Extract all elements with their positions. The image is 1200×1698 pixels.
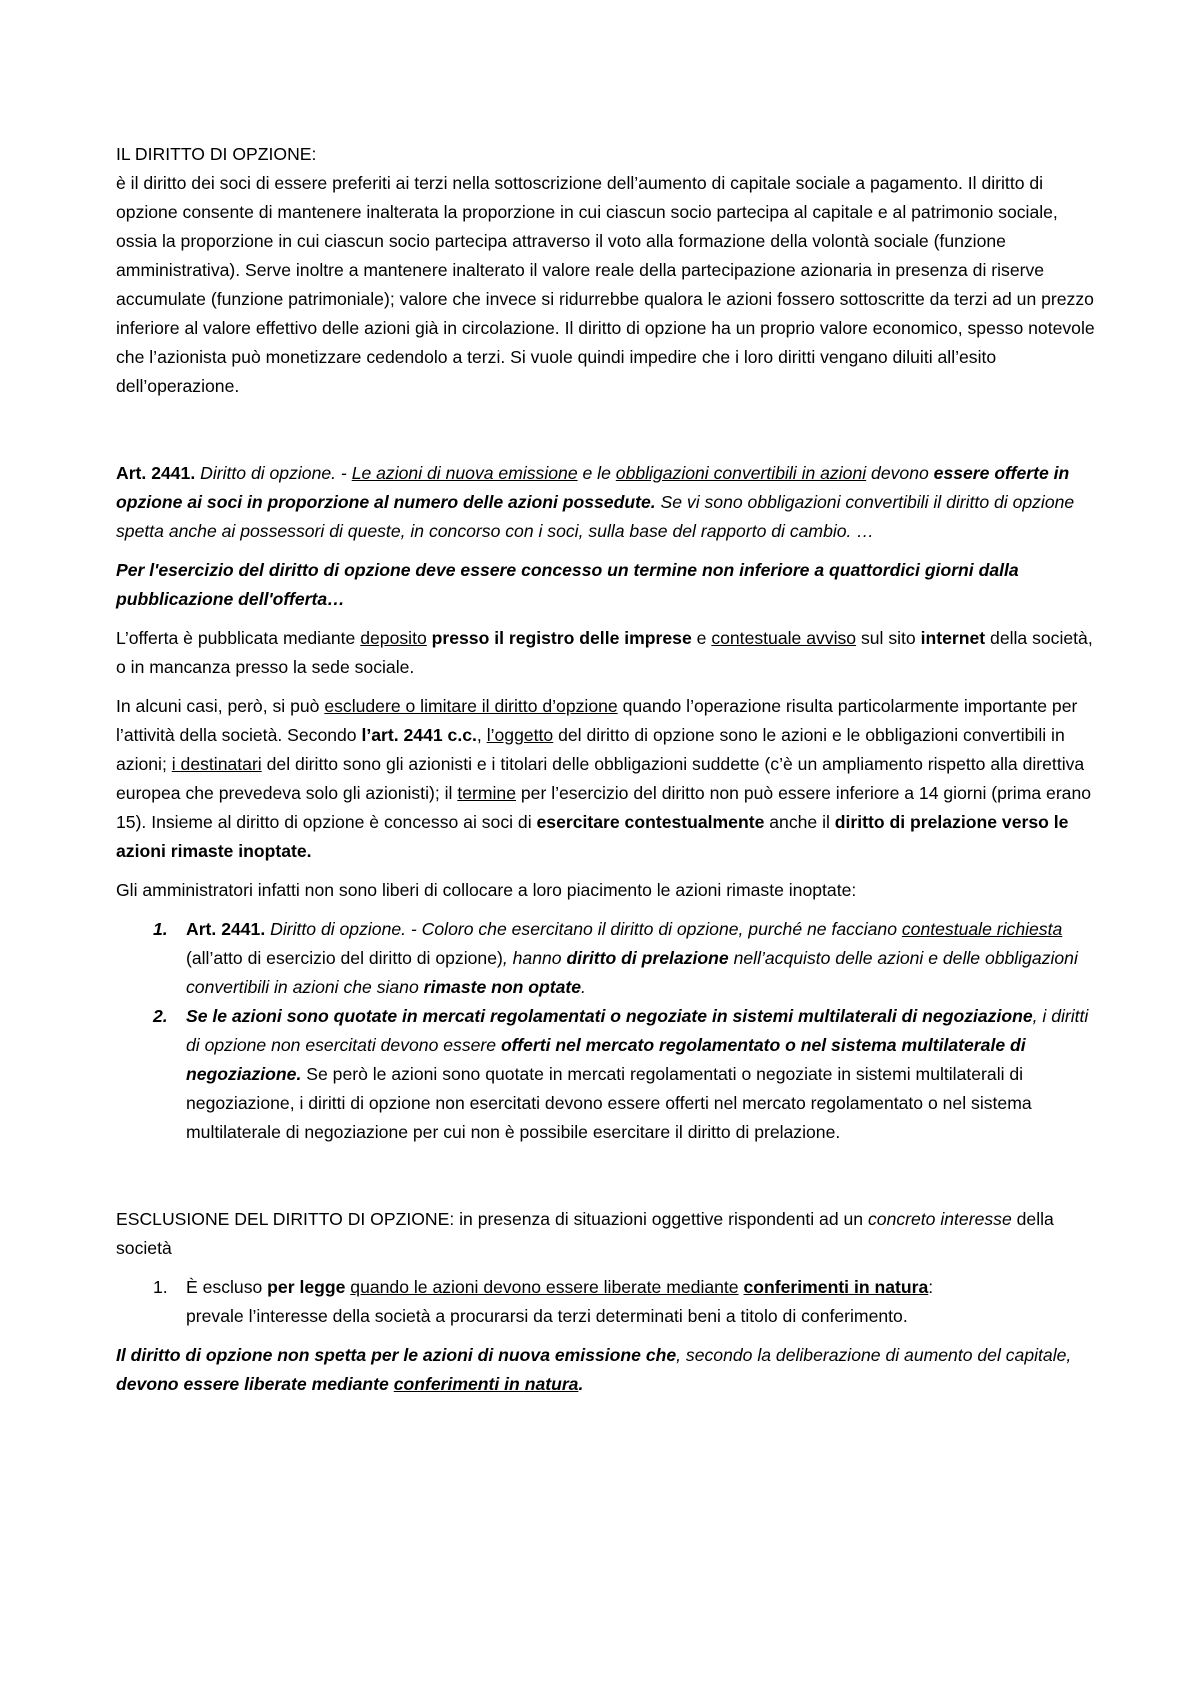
text-run: Il diritto di opzione non spetta per le azioni di nuova emissione che — [116, 1345, 677, 1365]
list-item — [116, 1273, 1096, 1331]
spacer — [116, 1263, 1096, 1273]
text-run: devono essere liberate mediante — [116, 1374, 394, 1394]
text-run: conferimenti in natura — [743, 1277, 929, 1297]
text-run: L’offerta è pubblicata mediante — [116, 628, 361, 648]
spacer — [116, 866, 1096, 876]
text-run: . — [581, 977, 586, 997]
section-title: IL DIRITTO DI OPZIONE: — [116, 144, 317, 164]
exclusion-heading-paragraph — [116, 1205, 1096, 1263]
text-run: Se però le azioni sono quotate in mercati regolamentati o negoziate in sistemi multilaterali di negoziazione, i diritti di opzione non esercitati devono essere offerti nel mercato regolamentato o nel sistema multilaterale di negoziazione per cui non è possibile esercitare il diritto di prelazione. — [186, 1064, 1032, 1142]
text-run: , — [476, 725, 487, 745]
article-2441-paragraph — [116, 459, 1096, 546]
list-number: 1. — [153, 919, 168, 939]
administrators-paragraph: Gli amministratori infatti non sono liberi di collocare a loro piacimento le azioni rimaste inoptate: — [116, 880, 857, 900]
text-run: Diritto di opzione. - Coloro che esercitano il diritto di opzione, purché ne facciano — [265, 919, 902, 939]
section-title: ESCLUSIONE DEL DIRITTO DI OPZIONE: — [116, 1209, 455, 1229]
spacer — [116, 1331, 1096, 1341]
text-run: rimaste non optate — [423, 977, 582, 997]
text-run: prevale l’interesse della società a procurarsi da terzi determinati beni a titolo di conferimento. — [186, 1306, 908, 1326]
spacer — [116, 401, 1096, 459]
text-run: Art. 2441. — [186, 919, 266, 939]
text-run: e — [691, 628, 712, 648]
text-run: , hanno — [502, 948, 567, 968]
text-run: presso il registro delle imprese — [426, 628, 692, 648]
text-run: per l’esercizio del diritto non può essere inferiore a 14 giorni (prima erano 15). Insieme al diritto di opzione è concesso ai soci di — [116, 783, 1092, 832]
text-run: nell’acquisto delle azioni e delle obbligazioni convertibili in azioni che siano — [186, 948, 1078, 997]
article-subject-2: obbligazioni convertibili in azioni — [615, 463, 867, 483]
spacer — [116, 682, 1096, 692]
text-run: sul sito — [856, 628, 921, 648]
spacer — [116, 1147, 1096, 1205]
spacer — [116, 546, 1096, 556]
text-run: l’art. 2441 c.c. — [361, 725, 477, 745]
text-run: in presenza di situazioni oggettive rispondenti ad un — [454, 1209, 868, 1229]
numbered-list-1 — [116, 915, 1096, 1147]
article-bold-clause: essere offerte in opzione ai soci in proporzione al numero delle azioni possedute. — [116, 463, 1070, 512]
text-run: , secondo la deliberazione di aumento del capitale, — [676, 1345, 1072, 1365]
article-conj: e le — [577, 463, 616, 483]
text-run: della società, o in mancanza presso la sede sociale. — [116, 628, 1093, 677]
article-verb: devono — [866, 463, 934, 483]
exclusion-limit-paragraph — [116, 692, 1096, 866]
text-run: anche il — [764, 812, 835, 832]
text-run: l’oggetto — [486, 725, 554, 745]
text-run: È escluso — [186, 1277, 268, 1297]
article-subject-1: Le azioni di nuova emissione — [351, 463, 578, 483]
text-run: per legge — [267, 1277, 346, 1297]
article-title: Diritto di opzione. - — [195, 463, 352, 483]
text-run: , i diritti di opzione non esercitati devono essere — [186, 1006, 1089, 1055]
list-number: 1. — [153, 1277, 168, 1297]
text-run: esercitare contestualmente — [536, 812, 765, 832]
text-run: In alcuni casi, però, si può — [116, 696, 325, 716]
list-number: 2. — [153, 1006, 168, 1026]
article-rest: Se vi sono obbligazioni convertibili il diritto di opzione spetta anche ai possessori di queste, in concorso con i soci, sulla base del rapporto di cambio. … — [116, 492, 1075, 541]
publication-paragraph — [116, 624, 1096, 682]
text-run: escludere o limitare il diritto d’opzione — [324, 696, 618, 716]
article-ref: Art. 2441. — [116, 463, 196, 483]
text-run: deposito — [360, 628, 427, 648]
text-run: contestuale richiesta — [901, 919, 1063, 939]
text-run: diritto di prelazione — [566, 948, 729, 968]
text-run: : — [928, 1277, 934, 1297]
text-run: offerti nel mercato regolamentato o nel sistema multilaterale di negoziazione. — [186, 1035, 1026, 1084]
spacer — [116, 905, 1096, 915]
text-run: Se le azioni sono quotate in mercati regolamentati o negoziate in sistemi multilaterali di negoziazione — [186, 1006, 1033, 1026]
text-run: conferimenti in natura — [393, 1374, 579, 1394]
text-run: quando le azioni devono essere liberate mediante — [350, 1277, 739, 1297]
text-run: diritto di prelazione verso le azioni rimaste inoptate. — [116, 812, 1069, 861]
document-body — [116, 140, 1096, 1399]
final-clause — [116, 1341, 1096, 1399]
term-clause: Per l'esercizio del diritto di opzione deve essere concesso un termine non inferiore a quattordici giorni dalla pubblicazione dell'offerta… — [116, 560, 1019, 609]
text-run: quando l’operazione risulta particolarmente importante per l’attività della società. Secondo — [116, 696, 1078, 745]
list-item — [116, 915, 1096, 1002]
intro-paragraph: è il diritto dei soci di essere preferiti ai terzi nella sottoscrizione dell’aumento di capitale sociale a pagamento. Il diritto di opzione consente di mantenere inalterata la proporzione in cui ciascun socio partecipa al capitale e al patrimonio sociale, ossia la proporzione in cui ciascun socio partecipa attraverso il voto alla formazione della volontà sociale (funzione amministrativa). Serve inoltre a mantenere inalterato il valore reale della partecipazione azionaria in presenza di riserve accumulate (funzione patrimoniale); valore che invece si ridurrebbe qualora le azioni fossero sottoscritte da terzi ad un prezzo inferiore al valore effettivo delle azioni già in circolazione. Il diritto di opzione ha un proprio valore economico, spesso notevole che l’azionista può monetizzare cedendolo a terzi. Si vuole quindi impedire che i loro diritti vengano diluiti all’esito dell’operazione. — [116, 173, 1095, 396]
text-run: (all’atto di esercizio del diritto di opzione) — [186, 948, 503, 968]
text-run: termine — [457, 783, 516, 803]
text-run: contestuale avviso — [711, 628, 857, 648]
spacer — [116, 614, 1096, 624]
list-item — [116, 1002, 1096, 1147]
text-run: della società — [116, 1209, 1054, 1258]
text-run: concreto interesse — [867, 1209, 1012, 1229]
text-run: internet — [920, 628, 986, 648]
text-run: del diritto di opzione sono le azioni e le obbligazioni convertibili in azioni; — [116, 725, 1065, 774]
numbered-list-2 — [116, 1273, 1096, 1331]
text-run: . — [578, 1374, 584, 1394]
text-run: del diritto sono gli azionisti e i titolari delle obbligazioni suddette (c’è un ampliamento rispetto alla direttiva europea che prevedeva solo gli azionisti); il — [116, 754, 1085, 803]
text-run: i destinatari — [171, 754, 262, 774]
